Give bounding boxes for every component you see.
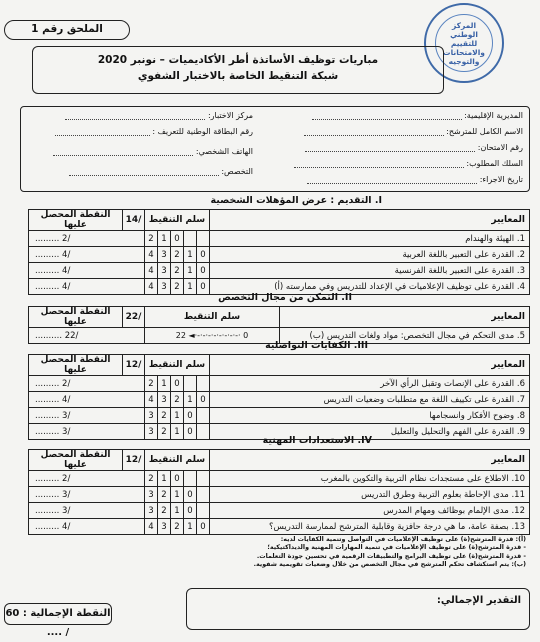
grade-max: 4/ bbox=[62, 281, 71, 292]
total-score-box[interactable]: النقطة الإجمالية : 60 / .... bbox=[4, 603, 112, 625]
field-blank bbox=[69, 167, 219, 176]
scale-cell[interactable]: 3 bbox=[145, 408, 158, 424]
scale-cell[interactable]: 1 bbox=[158, 376, 171, 392]
candidate-info-box bbox=[20, 106, 530, 192]
table-row bbox=[29, 376, 530, 392]
criterion-label: 3. القدرة على التعبير باللغة الفرنسية bbox=[210, 263, 530, 279]
scale-header: سلم التنقيط bbox=[145, 450, 210, 471]
obtained-header: النقطة المحصل عليها bbox=[29, 210, 123, 231]
grade-max: 2/ bbox=[62, 233, 71, 244]
footnotes bbox=[166, 536, 526, 569]
grade-max: 22/ bbox=[64, 330, 79, 341]
section-4-title: IV. الاستعدادات المهنية bbox=[262, 435, 372, 446]
scale-cell[interactable]: 0 bbox=[197, 247, 210, 263]
footnote: - قدرة المترشح(ة) على توظيف البرامج والتطبيقات الرقمية في تحسين جودة التعلمات. bbox=[256, 552, 526, 560]
footnote: (ب): يتم استكشاف تحكم المترشح في مجال التخصص من خلال وضعيات تقويمية شفوية. bbox=[253, 560, 526, 568]
scale-header: سلم التنقيط bbox=[145, 355, 210, 376]
field-label: الاسم الكامل للمترشح: bbox=[446, 127, 523, 136]
section-2-title: II. التمكن من مجال التخصص bbox=[218, 292, 352, 303]
title-box bbox=[32, 46, 444, 94]
cin-field[interactable] bbox=[55, 127, 253, 136]
grade-cell[interactable]: ......... 4/ bbox=[29, 392, 145, 408]
table-row bbox=[29, 247, 530, 263]
scale-cell[interactable]: 0 bbox=[184, 487, 197, 503]
criteria-header: المعايير bbox=[210, 210, 530, 231]
footnote: - قدرة المترشح(ة) على توظيف الإعلاميات في تنمية المهارات المهنية والديداكتيكية؛ bbox=[267, 544, 526, 552]
criteria-header: المعايير bbox=[280, 307, 530, 328]
grade-cell[interactable]: ......... 4/ bbox=[29, 519, 145, 535]
scale-cell[interactable]: 2 bbox=[171, 279, 184, 295]
criteria-header: المعايير bbox=[210, 450, 530, 471]
field-blank bbox=[304, 127, 444, 136]
section-2-table bbox=[28, 306, 530, 344]
scale-cell[interactable]: 2 bbox=[145, 376, 158, 392]
table-row bbox=[29, 503, 530, 519]
scale-cell[interactable]: 3 bbox=[158, 392, 171, 408]
max-header: 14/ bbox=[123, 210, 145, 231]
scale-cell[interactable]: 3 bbox=[158, 519, 171, 535]
scale-cell[interactable]: 0 bbox=[184, 503, 197, 519]
scale-from: 22 bbox=[175, 331, 186, 340]
scale-header: سلم التنقيط bbox=[145, 210, 210, 231]
title-line-2: شبكة التنقيط الخاصة بالاختبار الشفوي bbox=[137, 70, 339, 82]
scale-cell[interactable]: 1 bbox=[184, 247, 197, 263]
seal-line: والامتحانات bbox=[443, 47, 485, 57]
grade-max: 3/ bbox=[62, 426, 71, 437]
scale-cell[interactable]: 0 bbox=[197, 279, 210, 295]
scale-to: 0 bbox=[243, 331, 249, 340]
criterion-label: 9. القدرة على الفهم والتحليل والتعليل bbox=[210, 424, 530, 440]
seal-line: والتوجيه bbox=[448, 56, 480, 66]
scale-cell[interactable] bbox=[184, 231, 197, 247]
scale-cell[interactable]: 1 bbox=[184, 392, 197, 408]
scale-cell[interactable]: 1 bbox=[171, 487, 184, 503]
table-row bbox=[29, 263, 530, 279]
field-blank bbox=[55, 127, 150, 136]
grade-cell[interactable]: ......... 4/ bbox=[29, 247, 145, 263]
scale-cell[interactable]: 3 bbox=[158, 279, 171, 295]
grade-max: 3/ bbox=[62, 505, 71, 516]
table-row bbox=[29, 487, 530, 503]
grade-max: 4/ bbox=[62, 394, 71, 405]
scale-cell[interactable]: 2 bbox=[158, 487, 171, 503]
obtained-header: النقطة المحصل عليها bbox=[29, 355, 123, 376]
scale-cell bbox=[197, 471, 210, 487]
scale-cell[interactable]: 4 bbox=[145, 519, 158, 535]
scale-cell[interactable]: 1 bbox=[184, 519, 197, 535]
field-label: التخصص: bbox=[221, 167, 253, 176]
grade-max: 4/ bbox=[62, 249, 71, 260]
obtained-header: النقطة المحصل عليها bbox=[29, 307, 123, 328]
arrow-left-icon: ◄·-·-·-·-·-·-·-·-· bbox=[188, 331, 241, 340]
grade-max: 3/ bbox=[62, 410, 71, 421]
scale-header: سلم التنقيط bbox=[145, 307, 280, 328]
scale-cell[interactable]: 4 bbox=[145, 247, 158, 263]
field-blank bbox=[53, 147, 193, 156]
grade-cell[interactable]: ......... 3/ bbox=[29, 487, 145, 503]
criterion-label: 4. القدرة على توظيف الإعلاميات في الإعداد للتدريس وفي ممارسته (أ) bbox=[210, 279, 530, 295]
scale-cell[interactable]: 1 bbox=[171, 424, 184, 440]
date-field[interactable] bbox=[307, 175, 523, 184]
scale-range[interactable] bbox=[145, 328, 280, 344]
grade-max: 4/ bbox=[62, 265, 71, 276]
criterion-label: 11. مدى الإحاطة بعلوم التربية وطرق التدريس bbox=[210, 487, 530, 503]
grade-cell[interactable]: ......... 3/ bbox=[29, 503, 145, 519]
scale-cell[interactable]: 3 bbox=[158, 247, 171, 263]
field-label: رقم الامتحان: bbox=[477, 143, 523, 152]
grade-cell[interactable]: .......... 22/ bbox=[29, 328, 145, 344]
exam-number-field[interactable] bbox=[305, 143, 523, 152]
criterion-label: 6. القدرة على الإنصات وتقبل الرأي الآخر bbox=[210, 376, 530, 392]
scale-cell[interactable]: 1 bbox=[158, 231, 171, 247]
scale-cell bbox=[197, 424, 210, 440]
scale-cell[interactable]: 4 bbox=[145, 279, 158, 295]
criterion-label: 7. القدرة على تكييف اللغة مع متطلبات وضعيات التدريس bbox=[210, 392, 530, 408]
table-row bbox=[29, 392, 530, 408]
field-blank bbox=[294, 159, 464, 168]
scale-cell[interactable]: 3 bbox=[145, 424, 158, 440]
scale-cell[interactable]: 2 bbox=[145, 231, 158, 247]
grade-cell[interactable]: ......... 4/ bbox=[29, 279, 145, 295]
seal-line: الوطني للتقييم bbox=[450, 29, 478, 48]
scale-cell[interactable]: 2 bbox=[171, 263, 184, 279]
scale-cell[interactable]: 1 bbox=[184, 263, 197, 279]
scale-cell bbox=[197, 376, 210, 392]
scale-cell[interactable]: 2 bbox=[171, 392, 184, 408]
footnote: (أ): قدرة المترشح(ة) على توظيف الإعلاميات في التواصل وتنمية الكفايات لديه: bbox=[280, 536, 526, 543]
center-field[interactable] bbox=[65, 111, 253, 120]
grade-cell[interactable]: ......... 2/ bbox=[29, 231, 145, 247]
track-field[interactable] bbox=[294, 159, 523, 168]
scale-cell[interactable]: 2 bbox=[171, 519, 184, 535]
grade-cell[interactable]: ......... 2/ bbox=[29, 471, 145, 487]
fullname-field[interactable] bbox=[304, 127, 523, 136]
criterion-label: 10. الاطلاع على مستجدات نظام التربية والتكوين بالمغرب bbox=[210, 471, 530, 487]
grade-max: 2/ bbox=[62, 473, 71, 484]
field-blank bbox=[307, 175, 477, 184]
criteria-header: المعايير bbox=[210, 355, 530, 376]
scale-cell[interactable]: 2 bbox=[145, 471, 158, 487]
section-3-table bbox=[28, 354, 530, 440]
scale-cell[interactable]: 2 bbox=[158, 503, 171, 519]
seal-line: المركز bbox=[451, 20, 477, 30]
section-4-table bbox=[28, 449, 530, 535]
scale-cell[interactable]: 1 bbox=[158, 471, 171, 487]
scale-cell bbox=[184, 471, 197, 487]
field-label: رقم البطاقة الوطنية للتعريف : bbox=[152, 127, 253, 136]
obtained-header: النقطة المحصل عليها bbox=[29, 450, 123, 471]
global-assessment-box[interactable] bbox=[186, 588, 530, 630]
scale-cell bbox=[197, 503, 210, 519]
section-1-title: I. التقديم : عرض المؤهلات الشخصية bbox=[210, 195, 382, 206]
scale-cell[interactable]: 0 bbox=[197, 519, 210, 535]
grade-cell[interactable]: ......... 3/ bbox=[29, 424, 145, 440]
criterion-label: 8. وضوح الأفكار وانسجامها bbox=[210, 408, 530, 424]
max-header: 12/ bbox=[123, 355, 145, 376]
scale-cell bbox=[197, 408, 210, 424]
academy-field[interactable] bbox=[312, 111, 523, 120]
grade-max: 2/ bbox=[62, 378, 71, 389]
scale-cell[interactable]: 2 bbox=[158, 408, 171, 424]
scale-cell[interactable]: 1 bbox=[184, 279, 197, 295]
table-row bbox=[29, 408, 530, 424]
grade-max: 3/ bbox=[62, 489, 71, 500]
scale-cell[interactable]: 3 bbox=[158, 263, 171, 279]
field-label: المديرية الإقليمية: bbox=[464, 111, 523, 120]
scale-cell[interactable]: 0 bbox=[197, 263, 210, 279]
grade-cell[interactable]: ......... 2/ bbox=[29, 376, 145, 392]
section-3-title: III. الكفايات التواصلية bbox=[265, 340, 368, 351]
criterion-label: 12. مدى الإلمام بوظائف ومهام المدرس bbox=[210, 503, 530, 519]
table-row bbox=[29, 471, 530, 487]
grade-cell[interactable]: ......... 4/ bbox=[29, 263, 145, 279]
scale-cell[interactable]: 4 bbox=[145, 263, 158, 279]
scale-cell[interactable]: 0 bbox=[197, 392, 210, 408]
global-assessment-label: التقدير الإجمالي: bbox=[436, 595, 521, 606]
grade-cell[interactable]: ......... 3/ bbox=[29, 408, 145, 424]
criterion-label: 13. بصفة عامة، ما هي درجة حافزية وقابلية المترشح لممارسة التدريس؟ bbox=[210, 519, 530, 535]
scale-cell[interactable]: 1 bbox=[171, 408, 184, 424]
scale-cell[interactable]: 4 bbox=[145, 392, 158, 408]
scale-cell bbox=[197, 487, 210, 503]
criterion-label: 5. مدى التحكم في مجال التخصص: مواد ولغات التدريس (ب) bbox=[280, 328, 530, 344]
field-label: الهاتف الشخصي: bbox=[195, 147, 253, 156]
phone-field[interactable] bbox=[53, 147, 253, 156]
scale-cell bbox=[197, 231, 210, 247]
scale-cell bbox=[184, 376, 197, 392]
scale-cell[interactable]: 0 bbox=[184, 424, 197, 440]
scale-cell[interactable]: 0 bbox=[184, 408, 197, 424]
table-row bbox=[29, 231, 530, 247]
criterion-label: 1. الهيئة والهندام bbox=[210, 231, 530, 247]
field-label: مركز الاختبار: bbox=[207, 111, 253, 120]
specialty-field[interactable] bbox=[69, 167, 253, 176]
scale-cell[interactable]: 0 bbox=[171, 376, 184, 392]
field-blank bbox=[312, 111, 462, 120]
field-blank bbox=[65, 111, 205, 120]
scale-cell[interactable]: 2 bbox=[158, 424, 171, 440]
field-label: السلك المطلوب: bbox=[466, 159, 523, 168]
title-line-1: مباريات توظيف الأساتذة أطر الأكاديميات – نونبر 2020 bbox=[97, 54, 379, 66]
scale-cell[interactable]: 0 bbox=[171, 471, 184, 487]
max-header: 12/ bbox=[123, 450, 145, 471]
scale-cell[interactable]: 2 bbox=[171, 247, 184, 263]
scale-cell[interactable]: 3 bbox=[145, 487, 158, 503]
field-label: تاريخ الاجراء: bbox=[479, 175, 523, 184]
scale-cell[interactable]: 3 bbox=[145, 503, 158, 519]
scale-cell[interactable]: 0 bbox=[171, 231, 184, 247]
max-header: 22/ bbox=[123, 307, 145, 328]
criterion-label: 2. القدرة على التعبير باللغة العربية bbox=[210, 247, 530, 263]
field-blank bbox=[305, 143, 475, 152]
scale-cell[interactable]: 1 bbox=[171, 503, 184, 519]
annex-label: الملحق رقم 1 bbox=[4, 20, 130, 40]
grade-max: 4/ bbox=[62, 521, 71, 532]
table-row bbox=[29, 519, 530, 535]
section-1-table bbox=[28, 209, 530, 295]
